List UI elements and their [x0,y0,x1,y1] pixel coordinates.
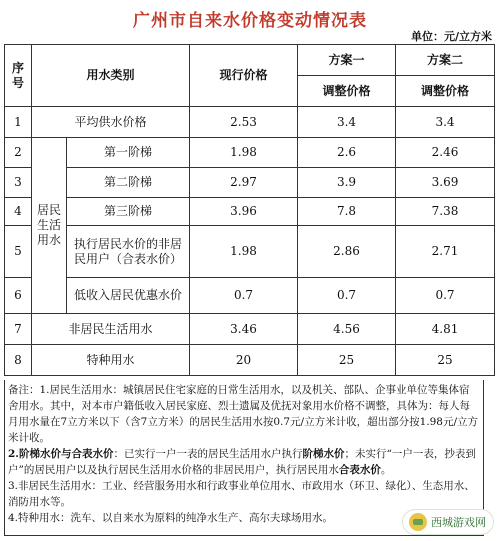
row-plan2: 0.7 [396,278,495,314]
table-row [5,107,495,138]
row-plan1: 3.9 [298,168,396,198]
row-current: 0.7 [190,278,298,314]
row-no: 3 [5,168,32,198]
row-no: 6 [5,278,32,314]
row-plan1: 2.86 [298,226,396,278]
table-row [5,278,495,314]
row-plan2: 25 [396,345,495,376]
table-row [5,138,495,168]
row-current: 2.97 [190,168,298,198]
row-name: 第一阶梯 [67,138,190,168]
row-no: 8 [5,345,32,376]
row-no: 2 [5,138,32,168]
logo-text: 西城游戏网 [431,516,486,529]
unit-label: 单位：元/立方米 [410,30,492,43]
row-no: 4 [5,198,32,226]
row-no: 5 [5,226,32,278]
row-current: 20 [190,345,298,376]
note-1: 备注：1.居民生活用水：城镇居民住宅家庭的日常生活用水，以及机关、部队、企事业单位等集体宿舍用水。其中，对本市户籍低收入居民家庭、烈士遗属及优抚对象用水价格不调整，具体为：每人每月用水量在7立方米以下（含7立方米）的居民生活用水按0.7元/立方米计收，超出部分按1.98元/立方米计收。 [8,384,479,444]
row-name: 低收入居民优惠水价 [67,278,190,314]
note-3: 3.非居民生活用水：工业、经营服务用水和行政事业单位用水、市政用水（环卫、绿化）、生态用水、消防用水等。 [8,480,475,508]
row-plan1: 25 [298,345,396,376]
row-current: 3.46 [190,314,298,345]
price-table [4,44,495,376]
row-current: 3.96 [190,198,298,226]
row-plan1: 4.56 [298,314,396,345]
row-current: 1.98 [190,226,298,278]
row-plan2: 3.69 [396,168,495,198]
group-label: 居民生活用水 [32,138,67,314]
row-name: 平均供水价格 [32,107,190,138]
row-plan1: 3.4 [298,107,396,138]
row-plan2: 3.4 [396,107,495,138]
header-current-price: 现行价格 [190,45,298,107]
header-plan2: 方案二 [396,45,495,76]
row-current: 2.53 [190,107,298,138]
table-row [5,198,495,226]
row-plan1: 7.8 [298,198,396,226]
table-row [5,226,495,278]
row-no: 7 [5,314,32,345]
row-plan2: 2.46 [396,138,495,168]
table-row [5,314,495,345]
row-name: 特种用水 [32,345,190,376]
row-current: 1.98 [190,138,298,168]
page-title: 广州市自来水价格变动情况表 [133,11,367,31]
table-header-row [5,45,495,76]
site-logo [402,509,494,535]
note-4: 4.特种用水：洗车、以自来水为原料的纯净水生产、高尔夫球场用水。 [8,512,334,524]
row-plan2: 2.71 [396,226,495,278]
header-seq: 序号 [5,45,32,107]
row-plan2: 7.38 [396,198,495,226]
row-name: 第二阶梯 [67,168,190,198]
table-row [5,345,495,376]
row-plan1: 2.6 [298,138,396,168]
header-plan2-adjusted: 调整价格 [396,76,495,107]
header-plan1-adjusted: 调整价格 [298,76,396,107]
row-plan2: 4.81 [396,314,495,345]
row-name: 非居民生活用水 [32,314,190,345]
row-plan1: 0.7 [298,278,396,314]
header-plan1: 方案一 [298,45,396,76]
note-2: 2.阶梯水价与合表水价：已实行一户一表的居民生活用水户执行阶梯水价；未实行“一户一表，抄表到户”的居民用户以及执行居民生活用水价格的非居民用户，执行居民用水合表水价。 [8,448,476,476]
table-row [5,168,495,198]
row-name: 执行居民水价的非居民用户（合表水价） [67,226,190,278]
logo-mark-icon [409,513,427,531]
header-category: 用水类别 [32,45,190,107]
row-no: 1 [5,107,32,138]
row-name: 第三阶梯 [67,198,190,226]
